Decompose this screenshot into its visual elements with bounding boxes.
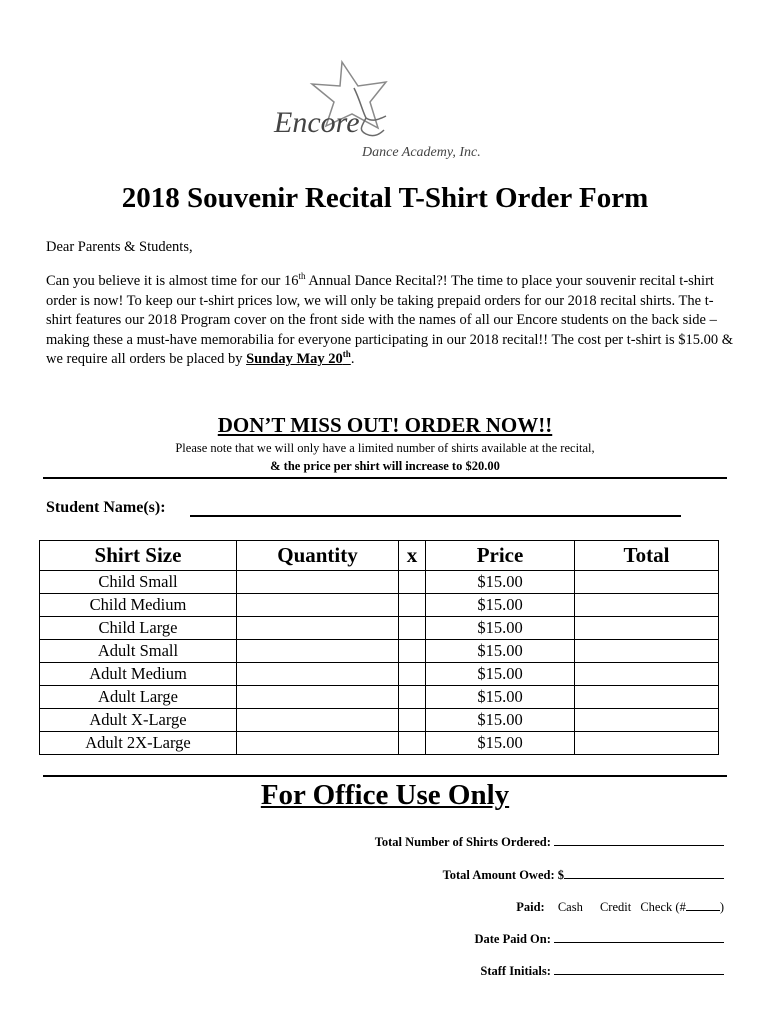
quantity-cell[interactable] xyxy=(237,594,399,617)
paid-credit-option[interactable]: Credit xyxy=(599,900,632,914)
price-increase-note: & the price per shirt will increase to $20.00 xyxy=(270,459,500,473)
staff-initials-label: Staff Initials: xyxy=(480,964,551,978)
shirt-size-cell: Adult 2X-Large xyxy=(40,732,237,755)
quantity-cell[interactable] xyxy=(237,571,399,594)
total-shirts-field[interactable] xyxy=(554,833,724,846)
total-cell[interactable] xyxy=(575,571,719,594)
times-cell xyxy=(399,732,426,755)
times-cell xyxy=(399,686,426,709)
logo-brand-text: Encore xyxy=(274,106,360,139)
table-row xyxy=(40,732,719,755)
price-cell: $15.00 xyxy=(426,640,575,663)
check-number-field[interactable] xyxy=(686,898,720,911)
times-cell xyxy=(399,571,426,594)
total-cell[interactable] xyxy=(575,663,719,686)
student-name-label: Student Name(s): xyxy=(46,499,166,516)
amount-owed-row xyxy=(443,866,724,883)
date-paid-label: Date Paid On: xyxy=(474,932,551,946)
amount-owed-field[interactable] xyxy=(564,866,724,879)
total-cell[interactable] xyxy=(575,732,719,755)
table-row xyxy=(40,617,719,640)
table-row xyxy=(40,571,719,594)
divider xyxy=(43,775,727,777)
staff-initials-field[interactable] xyxy=(554,962,724,975)
order-now-banner: DON’T MISS OUT! ORDER NOW!! xyxy=(217,413,553,437)
divider xyxy=(43,477,727,479)
shirt-size-cell: Child Medium xyxy=(40,594,237,617)
paid-check-option[interactable]: Check (# xyxy=(640,900,686,914)
header-shirt-size: Shirt Size xyxy=(40,541,237,571)
price-cell: $15.00 xyxy=(426,594,575,617)
page-title: 2018 Souvenir Recital T-Shirt Order Form xyxy=(121,182,649,214)
encore-logo xyxy=(262,58,512,168)
quantity-cell[interactable] xyxy=(237,617,399,640)
table-row xyxy=(40,663,719,686)
shirt-size-cell: Adult Small xyxy=(40,640,237,663)
order-table xyxy=(39,540,719,755)
paid-row xyxy=(516,898,724,915)
table-row xyxy=(40,709,719,732)
body-end: . xyxy=(350,351,355,368)
logo-subtitle-text: Dance Academy, Inc. xyxy=(362,145,481,160)
amount-owed-label: Total Amount Owed: $ xyxy=(442,868,564,882)
times-cell xyxy=(399,663,426,686)
price-cell: $15.00 xyxy=(426,686,575,709)
header-times: x xyxy=(399,541,426,571)
price-cell: $15.00 xyxy=(426,663,575,686)
header-quantity: Quantity xyxy=(237,541,399,571)
shirt-size-cell: Child Small xyxy=(40,571,237,594)
total-cell[interactable] xyxy=(575,594,719,617)
table-row xyxy=(40,594,719,617)
price-cell: $15.00 xyxy=(426,709,575,732)
header-total: Total xyxy=(575,541,719,571)
shirt-size-cell: Adult Medium xyxy=(40,663,237,686)
times-cell xyxy=(399,594,426,617)
table-header-row xyxy=(40,541,719,571)
times-cell xyxy=(399,617,426,640)
greeting: Dear Parents & Students, xyxy=(46,239,193,255)
shirt-size-cell: Adult X-Large xyxy=(40,709,237,732)
paid-check-close: ) xyxy=(719,900,724,914)
limited-note: Please note that we will only have a limited number of shirts available at the recital, xyxy=(175,441,595,455)
total-cell[interactable] xyxy=(575,640,719,663)
total-cell[interactable] xyxy=(575,617,719,640)
total-cell[interactable] xyxy=(575,709,719,732)
quantity-cell[interactable] xyxy=(237,709,399,732)
deadline-date: Sunday May 20th xyxy=(246,349,351,368)
header-price: Price xyxy=(426,541,575,571)
quantity-cell[interactable] xyxy=(237,640,399,663)
quantity-cell[interactable] xyxy=(237,663,399,686)
table-row xyxy=(40,686,719,709)
times-cell xyxy=(399,640,426,663)
price-cell: $15.00 xyxy=(426,732,575,755)
times-cell xyxy=(399,709,426,732)
student-name-field[interactable] xyxy=(190,515,681,517)
body-part2: Annual Dance Recital?! The time to place your souvenir recital t-shirt order is now! To keep our t-shirt prices low, we will only be taking prepaid orders for our 2018 recital shirts. The t-shirt features our 2018 Program cover on the front side with the names of all our Encore students on the back side – making these a must-have memorabilia for everyone participating in our 2018 recital!! The cost per t-shirt is $15.00 & we require all orders be placed by xyxy=(46,273,734,368)
body-part1: Can you believe it is almost time for our 16 xyxy=(46,273,299,289)
shirt-size-cell: Child Large xyxy=(40,617,237,640)
date-paid-field[interactable] xyxy=(554,930,724,943)
paid-cash-option[interactable]: Cash xyxy=(557,900,583,914)
price-cell: $15.00 xyxy=(426,617,575,640)
price-cell: $15.00 xyxy=(426,571,575,594)
quantity-cell[interactable] xyxy=(237,686,399,709)
ordinal-suffix: th xyxy=(298,271,306,281)
total-shirts-row xyxy=(375,833,724,850)
staff-initials-row xyxy=(480,962,724,979)
date-paid-row xyxy=(474,930,724,947)
total-shirts-label: Total Number of Shirts Ordered: xyxy=(374,835,551,849)
total-cell[interactable] xyxy=(575,686,719,709)
paid-label: Paid: xyxy=(516,900,545,914)
shirt-size-cell: Adult Large xyxy=(40,686,237,709)
quantity-cell[interactable] xyxy=(237,732,399,755)
table-row xyxy=(40,640,719,663)
office-use-title: For Office Use Only xyxy=(260,779,510,811)
body-paragraph xyxy=(46,272,736,370)
